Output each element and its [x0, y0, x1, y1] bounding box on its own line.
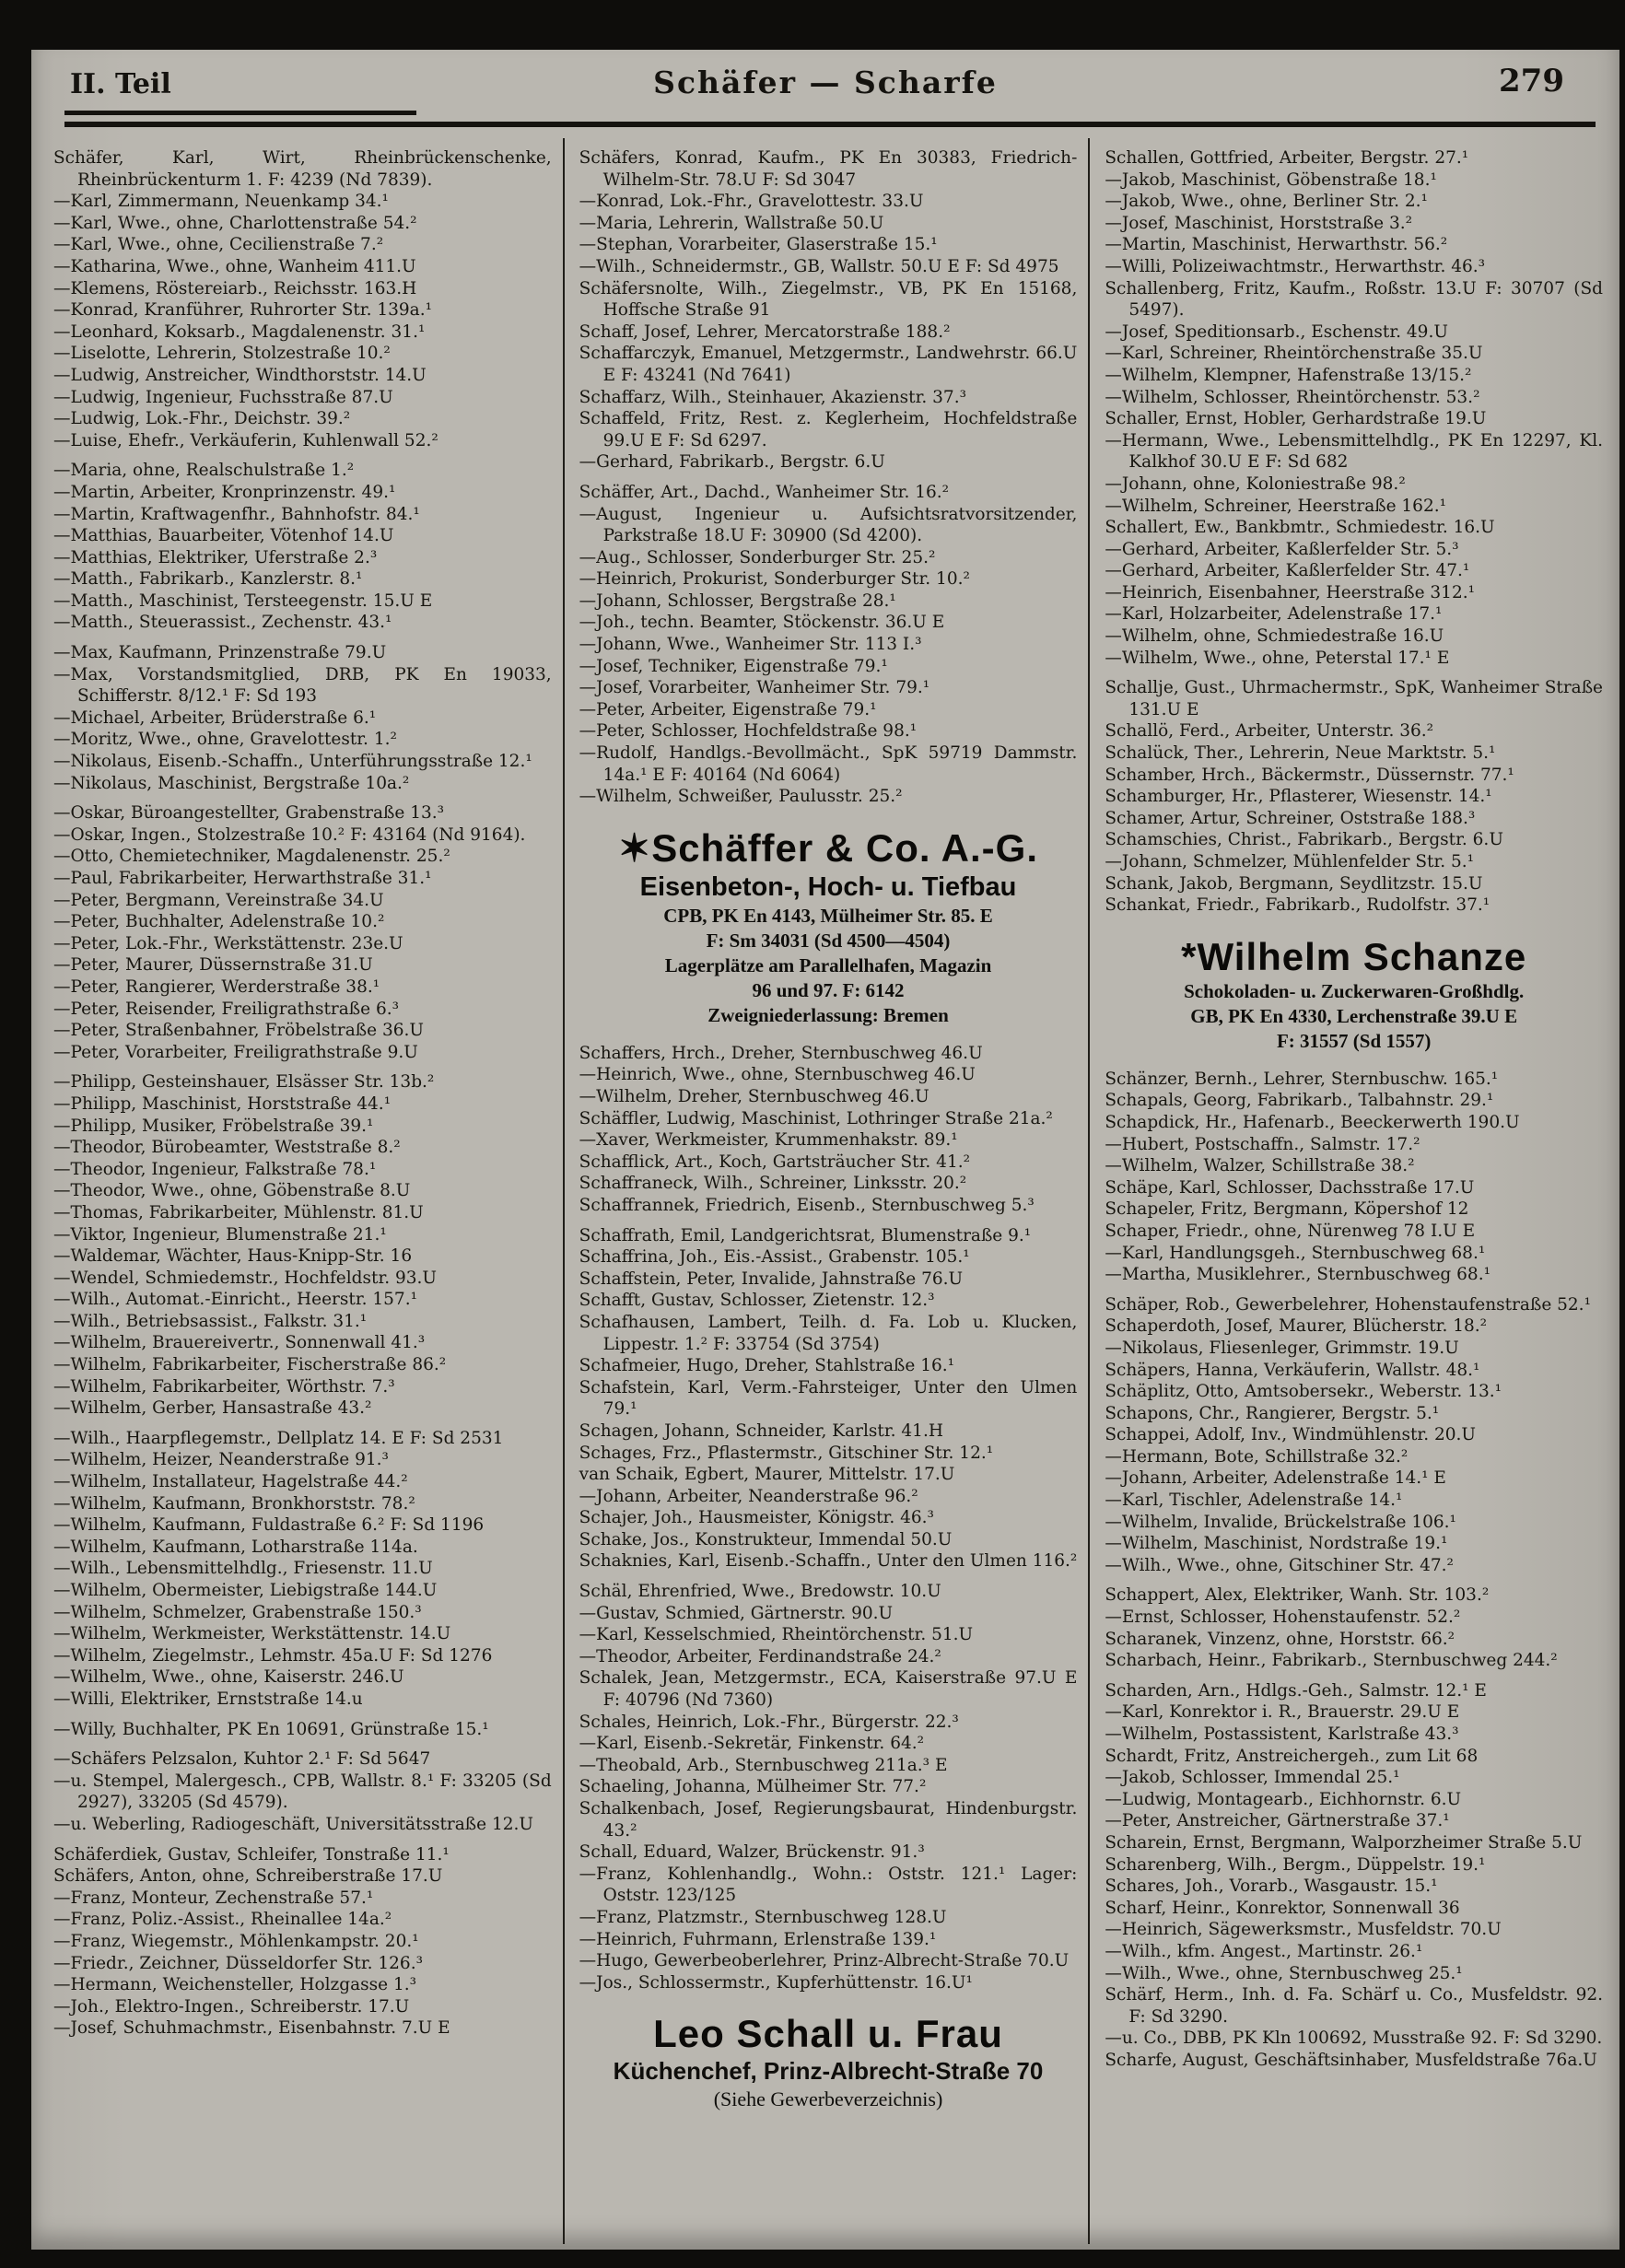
directory-entry: Scharbach, Heinr., Fabrikarb., Sternbuschweg 244.²: [1105, 1651, 1558, 1671]
directory-entry: —Heinrich, Prokurist, Sonderburger Str. 10.²: [579, 569, 970, 590]
directory-entry: —Martin, Kraftwagenfhr., Bahnhofstr. 84.¹: [53, 504, 420, 524]
star-icon: ✶: [617, 825, 652, 870]
directory-entry: Schank, Jakob, Bergmann, Seydlitzstr. 15.U: [1105, 873, 1483, 894]
directory-entry: —Peter, Straßenbahner, Fröbelstraße 36.U: [53, 1021, 424, 1041]
directory-entry: Schardt, Fritz, Anstreichergeh., zum Lit 68: [1105, 1746, 1479, 1766]
directory-entry: Schake, Jos., Konstrukteur, Immendal 50.U: [579, 1529, 953, 1549]
directory-entry: Schäfersnolte, Wilh., Ziegelmstr., VB, PK En 15168, Hoffsche Straße 91: [579, 278, 1078, 321]
directory-entry: —Wilhelm, Fabrikarbeiter, Fischerstraße 86.²: [53, 1355, 447, 1375]
directory-entry: —Peter, Anstreicher, Gärtnerstraße 37.¹: [1105, 1811, 1450, 1831]
directory-entry: Schäper, Rob., Gewerbelehrer, Hohenstaufenstraße 52.¹: [1105, 1294, 1591, 1315]
directory-entry: —Wilhelm, Wwe., ohne, Kaiserstr. 246.U: [53, 1667, 404, 1688]
directory-entry: —Joh., techn. Beamter, Stöckenstr. 36.U E: [579, 613, 945, 633]
directory-entry: —Oskar, Ingen., Stolzestraße 10.² F: 43164 (Nd 9164).: [53, 824, 526, 845]
directory-entry: Schaffrina, Joh., Eis.-Assist., Grabenstr. 105.¹: [579, 1247, 970, 1268]
directory-entry: —Wilhelm, Schlosser, Rheintörchenstr. 53.²: [1105, 387, 1480, 407]
directory-entry: —Wilhelm, Heizer, Neanderstraße 91.³: [53, 1450, 389, 1470]
directory-entry: —Hermann, Weichensteller, Holzgasse 1.³: [53, 1975, 417, 1995]
directory-entry: —Konrad, Kranführer, Ruhrorter Str. 139a.¹: [53, 300, 433, 321]
directory-entry: —Wilh., Schneidermstr., GB, Wallstr. 50.U E F: Sd 4975: [579, 256, 1059, 276]
advertisement: [579, 2012, 1078, 2112]
directory-entry: Schafflick, Art., Koch, Gartsträucher Str. 41.²: [579, 1152, 971, 1172]
directory-entry: Scharf, Heinr., Konrektor, Sonnenwall 36: [1105, 1898, 1460, 1918]
directory-entry: —Xaver, Werkmeister, Krummenhakstr. 89.¹: [579, 1130, 958, 1151]
directory-entry: Schaffarczyk, Emanuel, Metzgermstr., Landwehrstr. 66.U E F: 43241 (Nd 7641): [579, 344, 1078, 385]
directory-entry: Schallenberg, Fritz, Kaufm., Roßstr. 13.U F: 30707 (Sd 5497).: [1105, 278, 1604, 321]
header-rule-left: [64, 111, 416, 115]
directory-entry: Schappei, Adolf, Inv., Windmühlenstr. 20.U: [1105, 1425, 1476, 1445]
directory-entry: Schamer, Artur, Schreiner, Oststraße 188.³: [1105, 808, 1476, 828]
directory-entry: —Heinrich, Sägewerksmstr., Musfeldstr. 70.U: [1105, 1920, 1502, 1940]
directory-entry: Schalkenbach, Josef, Regierungsbaurat, Hindenburgstr. 43.²: [579, 1799, 1078, 1841]
directory-entry: —Jakob, Wwe., ohne, Berliner Str. 2.¹: [1105, 192, 1428, 212]
directory-entry: Schall, Eduard, Walzer, Brückenstr. 91.³: [579, 1842, 925, 1863]
directory-entry: Schafmeier, Hugo, Dreher, Stahlstraße 16.¹: [579, 1356, 955, 1376]
directory-entry: —Waldemar, Wächter, Haus-Knipp-Str. 16: [53, 1246, 413, 1267]
directory-entry: Schärf, Herm., Inh. d. Fa. Schärf u. Co., Musfeldstr. 92. F: Sd 3290.: [1105, 1985, 1604, 2027]
directory-entry: Schafft, Gustav, Schlosser, Zietenstr. 12.³: [579, 1291, 935, 1311]
directory-entry: —Philipp, Maschinist, Horststraße 44.¹: [53, 1093, 392, 1114]
directory-entry: —Rudolf, Handlgs.-Bevollmächt., SpK 59719 Dammstr. 14a.¹ E F: 40164 (Nd 6064): [579, 743, 1078, 785]
directory-entry: Schages, Frz., Pflastermstr., Gitschiner Str. 12.¹: [579, 1443, 994, 1463]
directory-entry: —Peter, Buchhalter, Adelenstraße 10.²: [53, 912, 385, 932]
directory-entry: —Wilh., Wwe., ohne, Sternbuschweg 25.¹: [1105, 1963, 1463, 1983]
directory-entry: Schallö, Ferd., Arbeiter, Unterstr. 36.²: [1105, 721, 1434, 742]
directory-entry: —Martin, Maschinist, Herwarthstr. 56.²: [1105, 235, 1448, 255]
directory-entry: —Johann, Arbeiter, Adelenstraße 14.¹ E: [1105, 1468, 1446, 1489]
directory-entry: —Wilhelm, Invalide, Brückelstraße 106.¹: [1105, 1512, 1456, 1532]
directory-entry: —Theobald, Arb., Sternbuschweg 211a.³ E: [579, 1755, 948, 1775]
directory-entry: Schäl, Ehrenfried, Wwe., Bredowstr. 10.U: [579, 1582, 941, 1602]
directory-entry: —Hermann, Wwe., Lebensmittelhdlg., PK En 12297, Kl. Kalkhof 30.U E F: Sd 682: [1105, 430, 1604, 473]
directory-entry: —Gustav, Schmied, Gärtnerstr. 90.U: [579, 1603, 894, 1623]
directory-entry: —Karl, Schreiner, Rheintörchenstraße 35.U: [1105, 344, 1483, 364]
directory-entry: Schafstein, Karl, Verm.-Fahrsteiger, Unter den Ulmen 79.¹: [579, 1377, 1078, 1420]
directory-entry: Schafhausen, Lambert, Teilh. d. Fa. Lob u. Klucken, Lippestr. 1.² F: 33754 (Sd 3754): [579, 1312, 1078, 1354]
directory-entry: —Paul, Fabrikarbeiter, Herwarthstraße 31.¹: [53, 869, 432, 888]
ad-title: *Wilhelm Schanze: [1181, 934, 1527, 978]
directory-entry: —Peter, Reisender, Freiligrathstraße 6.³: [53, 999, 400, 1019]
directory-entry: —Matth., Steuerassist., Zechenstr. 43.¹: [53, 613, 392, 633]
directory-entry: —Schäfers Pelzsalon, Kuhtor 2.¹ F: Sd 5647: [53, 1749, 431, 1770]
directory-entry: Schaffarz, Wilh., Steinhauer, Akazienstr. 37.³: [579, 387, 966, 407]
directory-entry: Schapeler, Fritz, Bergmann, Köpershof 12: [1105, 1199, 1469, 1220]
directory-entry: Schäfers, Konrad, Kaufm., PK En 30383, Friedrich-Wilhelm-Str. 78.U F: Sd 3047: [579, 148, 1078, 190]
directory-column-3: [1088, 138, 1614, 2244]
directory-entry: —Nikolaus, Fliesenleger, Grimmstr. 19.U: [1105, 1338, 1459, 1358]
directory-entry: —Konrad, Lok.-Fhr., Gravelottestr. 33.U: [579, 192, 924, 212]
directory-entry: —Karl, Zimmermann, Neuenkamp 34.¹: [53, 192, 389, 212]
directory-entry: —Wilhelm, Gerber, Hansastraße 43.²: [53, 1398, 372, 1419]
directory-entry: Schaper, Friedr., ohne, Nürenweg 78 I.U E: [1105, 1221, 1476, 1241]
directory-entry: —Katharina, Wwe., ohne, Wanheim 411.U: [53, 256, 416, 276]
directory-entry: —Gerhard, Arbeiter, Kaßlerfelder Str. 5.³: [1105, 539, 1459, 559]
directory-entry: —Leonhard, Koksarb., Magdalenenstr. 31.¹: [53, 321, 426, 342]
directory-entry: —Wilhelm, Kaufmann, Bronkhorststr. 78.²: [53, 1493, 415, 1514]
directory-entry: —Peter, Vorarbeiter, Freiligrathstraße 9.U: [53, 1042, 418, 1062]
directory-entry: —u. Stempel, Malergesch., CPB, Wallstr. 8.¹ F: 33205 (Sd 2927), 33205 (Sd 4579).: [53, 1771, 552, 1813]
directory-entry: Scharenberg, Wilh., Bergm., Düppelstr. 19.¹: [1105, 1854, 1486, 1875]
directory-entry: Schaperdoth, Josef, Maurer, Blücherstr. 18.²: [1105, 1316, 1488, 1337]
directory-entry: —Peter, Schlosser, Hochfeldstraße 98.¹: [579, 721, 918, 742]
ad-line: CPB, PK En 4143, Mülheimer Str. 85. E: [663, 904, 993, 927]
directory-entry: —Josef, Speditionsarb., Eschenstr. 49.U: [1105, 321, 1448, 342]
directory-entry: —Willi, Elektriker, Ernststraße 14.u: [53, 1689, 363, 1709]
directory-entry: —Franz, Poliz.-Assist., Rheinallee 14a.²: [53, 1910, 392, 1930]
directory-entry: —Martin, Arbeiter, Kronprinzenstr. 49.¹: [53, 482, 396, 502]
ad-line: (Siehe Gewerbeverzeichnis): [713, 2087, 943, 2111]
directory-entry: —Heinrich, Fuhrmann, Erlenstraße 139.¹: [579, 1929, 937, 1949]
directory-entry: —Max, Vorstandsmitglied, DRB, PK En 19033, Schifferstr. 8/12.¹ F: Sd 193: [53, 664, 552, 707]
directory-entry: —Franz, Platzmstr., Sternbuschweg 128.U: [579, 1907, 947, 1927]
directory-entry: —Maria, ohne, Realschulstraße 1.²: [53, 461, 355, 481]
directory-entry: —Aug., Schlosser, Sonderburger Str. 25.²: [579, 547, 936, 567]
header-rule-main: [64, 122, 1596, 127]
directory-entry: —Franz, Kohlenhandlg., Wohn.: Oststr. 121.¹ Lager: Oststr. 123/125: [579, 1864, 1078, 1906]
directory-entry: —Wilhelm, Schmelzer, Grabenstraße 150.³: [53, 1602, 422, 1622]
directory-entry: Schaffrannek, Friedrich, Eisenb., Sternbuschweg 5.³: [579, 1195, 1035, 1215]
directory-entry: —Josef, Vorarbeiter, Wanheimer Str. 79.¹: [579, 678, 930, 698]
directory-entry: —Wilhelm, Maschinist, Nordstraße 19.¹: [1105, 1534, 1448, 1554]
directory-entry: Schaeling, Johanna, Mülheimer Str. 77.²: [579, 1777, 927, 1797]
directory-entry: —Wilhelm, Ziegelmstr., Lehmstr. 45a.U F: Sd 1276: [53, 1645, 493, 1666]
directory-entry: —Nikolaus, Eisenb.-Schaffn., Unterführungsstraße 12.¹: [53, 752, 532, 772]
directory-entry: —Ludwig, Anstreicher, Windthorststr. 14.U: [53, 365, 427, 385]
paper-page: [31, 50, 1619, 2250]
directory-entry: Scharein, Ernst, Bergmann, Walporzheimer Straße 5.U: [1105, 1832, 1583, 1853]
ad-title: ✶Schäffer & Co. A.-G.: [617, 825, 1039, 870]
ad-line: Zweigniederlassung: Bremen: [707, 1003, 949, 1026]
directory-entry: —Johann, Arbeiter, Neanderstraße 96.²: [579, 1486, 918, 1506]
directory-entry: —Peter, Arbeiter, Eigenstraße 79.¹: [579, 699, 877, 719]
directory-entry: —Matth., Fabrikarb., Kanzlerstr. 8.¹: [53, 569, 363, 590]
directory-column-2: [563, 138, 1089, 2244]
directory-entry: —Wilhelm, Fabrikarbeiter, Wörthstr. 7.³: [53, 1376, 395, 1397]
directory-entry: —Willi, Polizeiwachtmstr., Herwarthstr. 46.³: [1105, 256, 1486, 276]
directory-entry: Schaffeld, Fritz, Rest. z. Keglerheim, Hochfeldstraße 99.U E F: Sd 6297.: [579, 409, 1078, 450]
directory-entry: Schagen, Johann, Schneider, Karlstr. 41.H: [579, 1420, 943, 1441]
directory-entry: Schapals, Georg, Fabrikarb., Talbahnstr. 29.¹: [1105, 1091, 1494, 1111]
directory-entry: Schajer, Joh., Hausmeister, Königstr. 46.³: [579, 1508, 934, 1528]
directory-entry: Schamburger, Hr., Pflasterer, Wiesenstr. 14.¹: [1105, 787, 1492, 807]
directory-entry: —Gerhard, Fabrikarb., Bergstr. 6.U: [579, 452, 885, 473]
directory-entry: —Luise, Ehefr., Verkäuferin, Kuhlenwall 52.²: [53, 430, 438, 450]
directory-entry: —Wilhelm, Postassistent, Karlstraße 43.³: [1105, 1724, 1459, 1744]
directory-entry: Schamber, Hrch., Bäckermstr., Düssernstr. 77.¹: [1105, 765, 1514, 785]
directory-entry: —Philipp, Gesteinshauer, Elsässer Str. 13b.²: [53, 1072, 435, 1093]
directory-entry: Schallen, Gottfried, Arbeiter, Bergstr. 27.¹: [1105, 148, 1469, 168]
directory-entry: —Karl, Eisenb.-Sekretär, Finkenstr. 64.²: [579, 1734, 925, 1754]
directory-entry: —Karl, Wwe., ohne, Charlottenstraße 54.²: [53, 213, 417, 233]
directory-entry: —Karl, Tischler, Adelenstraße 14.¹: [1105, 1491, 1403, 1511]
directory-column-1: [39, 138, 563, 2244]
directory-entry: —Otto, Chemietechniker, Magdalenenstr. 25.²: [53, 847, 450, 867]
directory-entry: Schaffstein, Peter, Invalide, Jahnstraße 76.U: [579, 1268, 964, 1289]
directory-entry: —Peter, Rangierer, Werderstraße 38.¹: [53, 976, 380, 997]
directory-entry: Schallje, Gust., Uhrmachermstr., SpK, Wanheimer Straße 131.U E: [1105, 678, 1604, 719]
directory-entry: Schaffraneck, Wilh., Schreiner, Linksstr. 20.²: [579, 1174, 967, 1194]
ad-subtitle: Eisenbeton-, Hoch- u. Tiefbau: [639, 871, 1017, 902]
directory-entry: —Peter, Lok.-Fhr., Werkstättenstr. 23e.U: [53, 933, 403, 953]
directory-entry: —Stephan, Vorarbeiter, Glaserstraße 15.¹: [579, 235, 938, 255]
directory-entry: —Wilhelm, Obermeister, Liebigstraße 144.U: [53, 1581, 438, 1600]
directory-entry: Schaffers, Hrch., Dreher, Sternbuschweg 46.U: [579, 1043, 983, 1063]
directory-entry: Schapdick, Hr., Hafenarb., Beeckerwerth 190.U: [1105, 1112, 1520, 1132]
directory-entry: —Franz, Monteur, Zechenstraße 57.¹: [53, 1888, 374, 1908]
directory-entry: Scharanek, Vinzenz, ohne, Horststr. 66.²: [1105, 1629, 1455, 1649]
directory-entry: Schäfers, Anton, ohne, Schreiberstraße 17.U: [53, 1866, 443, 1887]
directory-columns: [39, 138, 1614, 2244]
directory-entry: —Johann, ohne, Koloniestraße 98.²: [1105, 473, 1406, 494]
directory-entry: Schamschies, Christ., Fabrikarb., Bergstr. 6.U: [1105, 830, 1503, 850]
directory-entry: —Willy, Buchhalter, PK En 10691, Grünstraße 15.¹: [53, 1719, 489, 1739]
directory-entry: Schäffler, Ludwig, Maschinist, Lothringer Straße 21a.²: [579, 1108, 1053, 1128]
advertisement: [1105, 935, 1603, 1054]
directory-entry: Schares, Joh., Vorarb., Wasgaustr. 15.¹: [1105, 1876, 1438, 1897]
directory-entry: —Liselotte, Lehrerin, Stolzestraße 10.²: [53, 344, 391, 364]
ad-line: GB, PK En 4330, Lerchenstraße 39.U E: [1190, 1004, 1518, 1027]
directory-entry: Schäpers, Hanna, Verkäuferin, Wallstr. 48.¹: [1105, 1360, 1480, 1380]
directory-entry: —Wilh., Haarpflegemstr., Dellplatz 14. E F: Sd 2531: [53, 1428, 504, 1448]
ad-title: Leo Schall u. Frau: [653, 2012, 1003, 2056]
directory-entry: —Wilhelm, Klempner, Hafenstraße 13/15.²: [1105, 365, 1472, 385]
page-number: 279: [1499, 63, 1564, 99]
directory-entry: —Karl, Holzarbeiter, Adelenstraße 17.¹: [1105, 604, 1443, 625]
directory-entry: —Matthias, Bauarbeiter, Vötenhof 14.U: [53, 526, 394, 546]
header-section-label: II. Teil: [70, 68, 171, 100]
directory-entry: —u. Co., DBB, PK Kln 100692, Musstraße 92. F: Sd 3290.: [1105, 2028, 1603, 2049]
directory-entry: Schäfer, Karl, Wirt, Rheinbrückenschenke, Rheinbrückenturm 1. F: 4239 (Nd 7839).: [53, 148, 552, 190]
directory-entry: —Oskar, Büroangestellter, Grabenstraße 13.³: [53, 803, 445, 824]
directory-entry: —Ludwig, Ingenieur, Fuchsstraße 87.U: [53, 387, 393, 407]
directory-entry: —Wilhelm, Walzer, Schillstraße 38.²: [1105, 1156, 1415, 1176]
directory-entry: —Nikolaus, Maschinist, Bergstraße 10a.²: [53, 773, 410, 793]
directory-entry: van Schaik, Egbert, Maurer, Mittelstr. 17.U: [579, 1465, 955, 1485]
directory-entry: —Hermann, Bote, Schillstraße 32.²: [1105, 1446, 1409, 1467]
directory-entry: Schäferdiek, Gustav, Schleifer, Tonstraße 11.¹: [53, 1844, 450, 1865]
directory-entry: —Ernst, Schlosser, Hohenstaufenstr. 52.²: [1105, 1607, 1461, 1628]
directory-entry: —Theodor, Wwe., ohne, Göbenstraße 8.U: [53, 1181, 411, 1201]
directory-entry: Schappert, Alex, Elektriker, Wanh. Str. 103.²: [1105, 1585, 1490, 1606]
directory-entry: —Karl, Konrektor i. R., Brauerstr. 29.U E: [1105, 1702, 1460, 1723]
directory-entry: —Johann, Wwe., Wanheimer Str. 113 I.³: [579, 635, 922, 655]
directory-entry: Schäplitz, Otto, Amtsobersekr., Weberstr. 13.¹: [1105, 1382, 1502, 1402]
directory-entry: Schallert, Ew., Bankbmtr., Schmiedestr. 16.U: [1105, 518, 1495, 538]
directory-entry: —Jakob, Maschinist, Göbenstraße 18.¹: [1105, 170, 1437, 190]
header-running-title: Schäfer — Scharfe: [653, 64, 998, 100]
directory-entry: —Karl, Handlungsgeh., Sternbuschweg 68.¹: [1105, 1243, 1486, 1263]
directory-entry: —Wendel, Schmiedemstr., Hochfeldstr. 93.U: [53, 1268, 438, 1288]
directory-entry: —Peter, Bergmann, Vereinstraße 34.U: [53, 890, 384, 910]
directory-entry: —Wilhelm, Brauereivertr., Sonnenwall 41.³: [53, 1333, 426, 1353]
directory-entry: —Wilhelm, Installateur, Hagelstraße 44.²: [53, 1472, 408, 1492]
directory-entry: —Wilhelm, Kaufmann, Fuldastraße 6.² F: Sd 1196: [53, 1515, 485, 1536]
directory-entry: —Moritz, Wwe., ohne, Gravelottestr. 1.²: [53, 730, 397, 750]
star-icon: *: [1181, 934, 1198, 978]
directory-entry: —Karl, Kesselschmied, Rheintörchenstr. 51.U: [579, 1625, 974, 1645]
directory-entry: —Wilh., Betriebsassist., Falkstr. 31.¹: [53, 1311, 368, 1331]
ad-line: Schokoladen- u. Zuckerwaren-Großhdlg.: [1184, 979, 1525, 1002]
page-header: [31, 50, 1619, 134]
directory-entry: —Wilhelm, ohne, Schmiedestraße 16.U: [1105, 626, 1444, 647]
directory-entry: —Josef, Maschinist, Horststraße 3.²: [1105, 213, 1413, 233]
directory-entry: —Wilhelm, Dreher, Sternbuschweg 46.U: [579, 1087, 929, 1106]
directory-entry: —Wilhelm, Werkmeister, Werkstättenstr. 14.U: [53, 1624, 451, 1644]
directory-entry: Schänzer, Bernh., Lehrer, Sternbuschw. 165.¹: [1105, 1069, 1499, 1089]
directory-entry: —Theodor, Arbeiter, Ferdinandstraße 24.²: [579, 1646, 941, 1666]
directory-entry: —Johann, Schmelzer, Mühlenfelder Str. 5.¹: [1105, 852, 1475, 871]
directory-entry: —Friedr., Zeichner, Düsseldorfer Str. 126.³: [53, 1953, 424, 1973]
directory-entry: —Hugo, Gewerbeoberlehrer, Prinz-Albrecht-Straße 70.U: [579, 1951, 1070, 1971]
directory-entry: Schaffrath, Emil, Landgerichtsrat, Blumenstraße 9.¹: [579, 1225, 1032, 1245]
directory-entry: —Theodor, Bürobeamter, Weststraße 8.²: [53, 1138, 401, 1158]
directory-entry: Schäpe, Karl, Schlosser, Dachsstraße 17.U: [1105, 1177, 1475, 1198]
directory-entry: Scharden, Arn., Hdlgs.-Geh., Salmstr. 12.¹ E: [1105, 1680, 1487, 1701]
directory-entry: —Jakob, Schlosser, Immendal 25.¹: [1105, 1768, 1400, 1788]
directory-entry: —Wilhelm, Kaufmann, Lotharstraße 114a.: [53, 1537, 418, 1557]
directory-entry: —Johann, Schlosser, Bergstraße 28.¹: [579, 590, 896, 611]
ad-line: 96 und 97. F: 6142: [752, 978, 905, 1001]
directory-entry: —Wilhelm, Wwe., ohne, Peterstal 17.¹ E: [1105, 648, 1450, 668]
directory-entry: —Wilh., Wwe., ohne, Gitschiner Str. 47.²: [1105, 1555, 1454, 1575]
directory-entry: —Josef, Schuhmachmstr., Eisenbahnstr. 7.U E: [53, 2018, 450, 2039]
directory-entry: Schalek, Jean, Metzgermstr., ECA, Kaiserstraße 97.U E F: 40796 (Nd 7360): [579, 1668, 1078, 1711]
directory-entry: Schapons, Chr., Rangierer, Bergstr. 5.¹: [1105, 1403, 1440, 1423]
directory-entry: —Theodor, Ingenieur, Falkstraße 78.¹: [53, 1159, 377, 1179]
directory-entry: —Wilhelm, Schreiner, Heerstraße 162.¹: [1105, 496, 1447, 516]
directory-entry: —Klemens, Röstereiarb., Reichsstr. 163.H: [53, 278, 417, 298]
advertisement: [579, 826, 1078, 1028]
directory-entry: —Max, Kaufmann, Prinzenstraße 79.U: [53, 643, 387, 663]
directory-entry: —Matth., Maschinist, Tersteegenstr. 15.U E: [53, 590, 433, 611]
directory-entry: Schales, Heinrich, Lok.-Fhr., Bürgerstr. 22.³: [579, 1712, 959, 1732]
directory-entry: —Philipp, Musiker, Fröbelstraße 39.¹: [53, 1116, 374, 1136]
directory-entry: —Thomas, Fabrikarbeiter, Mühlenstr. 81.U: [53, 1202, 424, 1222]
directory-entry: —Ludwig, Montagearb., Eichhornstr. 6.U: [1105, 1789, 1462, 1809]
directory-entry: —Joh., Elektro-Ingen., Schreiberstr. 17.U: [53, 1996, 410, 2017]
directory-entry: —Martha, Musiklehrer., Sternbuschweg 68.¹: [1105, 1265, 1491, 1285]
directory-entry: —August, Ingenieur u. Aufsichtsratvorsitzender, Parkstraße 18.U F: 30900 (Sd 4200).: [579, 504, 1078, 546]
ad-line: Lagerplätze am Parallelhafen, Magazin: [664, 953, 992, 976]
directory-entry: Schaknies, Karl, Eisenb.-Schaffn., Unter den Ulmen 116.²: [579, 1551, 1078, 1572]
directory-entry: —Wilh., Automat.-Einricht., Heerstr. 157.¹: [53, 1290, 417, 1310]
ad-line: Küchenchef, Prinz-Albrecht-Straße 70: [613, 2057, 1044, 2086]
directory-entry: Schaff, Josef, Lehrer, Mercatorstraße 188.²: [579, 321, 951, 342]
directory-entry: —Wilhelm, Schweißer, Paulusstr. 25.²: [579, 787, 903, 807]
ad-line: F: 31557 (Sd 1557): [1276, 1029, 1432, 1052]
directory-entry: —Ludwig, Lok.-Fhr., Deichstr. 39.²: [53, 409, 351, 429]
directory-entry: Schaller, Ernst, Hobler, Gerhardstraße 19.U: [1105, 409, 1487, 429]
directory-entry: —Matthias, Elektriker, Uferstraße 2.³: [53, 547, 378, 567]
directory-entry: —Viktor, Ingenieur, Blumenstraße 21.¹: [53, 1224, 387, 1245]
directory-entry: Schankat, Friedr., Fabrikarb., Rudolfstr. 37.¹: [1105, 895, 1491, 916]
directory-entry: —Heinrich, Wwe., ohne, Sternbuschweg 46.U: [579, 1065, 976, 1085]
directory-entry: Schäffer, Art., Dachd., Wanheimer Str. 16.²: [579, 482, 950, 502]
directory-entry: —Hubert, Postschaffn., Salmstr. 17.²: [1105, 1134, 1420, 1154]
directory-entry: —Jos., Schlossermstr., Kupferhüttenstr. 16.U¹: [579, 1972, 973, 1993]
directory-entry: —Peter, Maurer, Düssernstraße 31.U: [53, 955, 373, 976]
directory-entry: —Franz, Wiegemstr., Möhlenkampstr. 20.¹: [53, 1931, 419, 1951]
directory-entry: —Wilh., kfm. Angest., Martinstr. 26.¹: [1105, 1941, 1423, 1961]
directory-entry: —Heinrich, Eisenbahner, Heerstraße 312.¹: [1105, 582, 1476, 602]
directory-entry: —Wilh., Lebensmittelhdlg., Friesenstr. 11.U: [53, 1559, 433, 1579]
directory-entry: Schalück, Ther., Lehrerin, Neue Marktstr. 5.¹: [1105, 743, 1496, 764]
directory-entry: —Michael, Arbeiter, Brüderstraße 6.¹: [53, 707, 377, 728]
directory-entry: —Karl, Wwe., ohne, Cecilienstraße 7.²: [53, 235, 384, 255]
directory-entry: —Maria, Lehrerin, Wallstraße 50.U: [579, 213, 884, 233]
directory-entry: Scharfe, August, Geschäftsinhaber, Musfeldstraße 76a.U: [1105, 2050, 1597, 2070]
directory-entry: —u. Weberling, Radiogeschäft, Universitätsstraße 12.U: [53, 1814, 533, 1834]
ad-line: F: Sm 34031 (Sd 4500—4504): [706, 929, 951, 952]
directory-entry: —Josef, Techniker, Eigenstraße 79.¹: [579, 656, 888, 676]
directory-entry: —Gerhard, Arbeiter, Kaßlerfelder Str. 47.¹: [1105, 561, 1470, 581]
